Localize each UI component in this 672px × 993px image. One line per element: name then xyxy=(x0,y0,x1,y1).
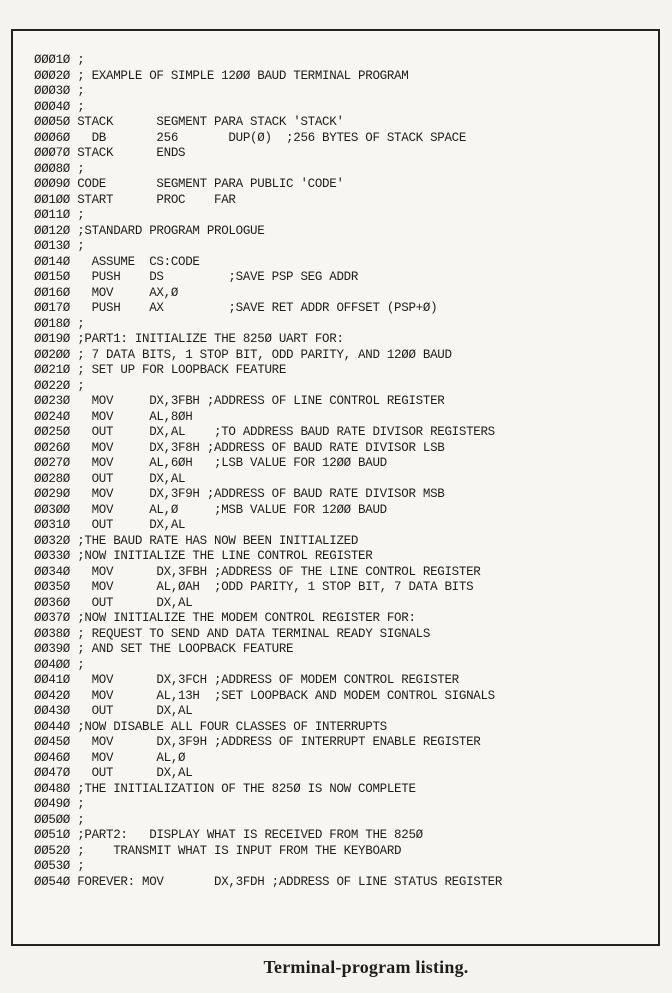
code-line: ØØ51Ø ;PART2: DISPLAY WHAT IS RECEIVED FROM THE 825Ø xyxy=(34,828,423,842)
code-line: ØØ26Ø MOV DX,3F8H ;ADDRESS OF BAUD RATE DIVISOR LSB xyxy=(34,440,445,455)
code-line: ØØ52Ø ; TRANSMIT WHAT IS INPUT FROM THE KEYBOARD xyxy=(34,843,402,858)
code-line: ØØ33Ø ;NOW INITIALIZE THE LINE CONTROL REGISTER xyxy=(34,549,373,563)
code-line: ØØ53Ø ; xyxy=(34,859,85,873)
code-line: ØØ18Ø ; xyxy=(34,316,85,331)
code-line: ØØØ8Ø ; xyxy=(34,161,85,176)
figure-caption: Terminal-program listing. xyxy=(263,957,469,977)
code-line: ØØ34Ø MOV DX,3FBH ;ADDRESS OF THE LINE CONTROL REGISTER xyxy=(34,564,481,579)
code-line: ØØ45Ø MOV DX,3F9H ;ADDRESS OF INTERRUPT ENABLE REGISTER xyxy=(34,735,481,749)
code-line: ØØ38Ø ; REQUEST TO SEND AND DATA TERMINAL READY SIGNALS xyxy=(34,626,431,641)
code-listing xyxy=(34,53,502,890)
code-line: ØØ13Ø ; xyxy=(34,239,85,253)
code-line: ØØ24Ø MOV AL,8ØH xyxy=(34,409,193,424)
code-line: ØØ48Ø ;THE INITIALIZATION OF THE 825Ø IS NOW COMPLETE xyxy=(34,781,416,796)
code-line: ØØ39Ø ; AND SET THE LOOPBACK FEATURE xyxy=(34,642,294,656)
code-line: ØØØ7Ø STACK ENDS xyxy=(34,146,186,160)
code-line: ØØ32Ø ;THE BAUD RATE HAS NOW BEEN INITIALIZED xyxy=(34,533,359,548)
code-line: ØØØ1Ø ; xyxy=(34,53,85,67)
listing-frame xyxy=(11,29,660,946)
code-line: ØØ29Ø MOV DX,3F9H ;ADDRESS OF BAUD RATE DIVISOR MSB xyxy=(34,487,445,501)
code-line: ØØ37Ø ;NOW INITIALIZE THE MODEM CONTROL REGISTER FOR: xyxy=(34,611,416,625)
code-line: ØØ42Ø MOV AL,13H ;SET LOOPBACK AND MODEM CONTROL SIGNALS xyxy=(34,688,495,703)
code-line: ØØ43Ø OUT DX,AL xyxy=(34,704,193,718)
code-line: ØØØ2Ø ; EXAMPLE OF SIMPLE 12ØØ BAUD TERMINAL PROGRAM xyxy=(34,68,409,83)
code-line: ØØ17Ø PUSH AX ;SAVE RET ADDR OFFSET (PSP+Ø) xyxy=(34,301,438,315)
code-line: ØØ23Ø MOV DX,3FBH ;ADDRESS OF LINE CONTROL REGISTER xyxy=(34,394,445,408)
code-line: ØØ19Ø ;PART1: INITIALIZE THE 825Ø UART FOR: xyxy=(34,332,344,346)
code-line: ØØ49Ø ; xyxy=(34,797,85,811)
code-line: ØØØ3Ø ; xyxy=(34,84,85,98)
code-line: ØØ16Ø MOV AX,Ø xyxy=(34,285,179,300)
code-line: ØØØ5Ø STACK SEGMENT PARA STACK 'STACK' xyxy=(34,115,344,129)
code-line: ØØ1ØØ START PROC FAR xyxy=(34,192,236,207)
code-line: ØØ12Ø ;STANDARD PROGRAM PROLOGUE xyxy=(34,223,265,238)
code-line: ØØ54Ø FOREVER: MOV DX,3FDH ;ADDRESS OF LINE STATUS REGISTER xyxy=(34,874,503,889)
code-line: ØØ14Ø ASSUME CS:CODE xyxy=(34,254,200,269)
code-line: ØØ4ØØ ; xyxy=(34,657,85,672)
code-line: ØØ11Ø ; xyxy=(34,208,85,222)
code-line: ØØ35Ø MOV AL,ØAH ;ODD PARITY, 1 STOP BIT, 7 DATA BITS xyxy=(34,580,474,594)
code-line: ØØ44Ø ;NOW DISABLE ALL FOUR CLASSES OF INTERRUPTS xyxy=(34,719,387,734)
code-line: ØØ41Ø MOV DX,3FCH ;ADDRESS OF MODEM CONTROL REGISTER xyxy=(34,673,459,687)
code-line: ØØ15Ø PUSH DS ;SAVE PSP SEG ADDR xyxy=(34,270,359,284)
code-line: ØØ28Ø OUT DX,AL xyxy=(34,471,186,486)
code-line: ØØØ6Ø DB 256 DUP(Ø) ;256 BYTES OF STACK SPACE xyxy=(34,130,467,145)
code-line: ØØ22Ø ; xyxy=(34,378,85,393)
code-line: ØØ31Ø OUT DX,AL xyxy=(34,518,186,532)
code-line: ØØ46Ø MOV AL,Ø xyxy=(34,750,186,765)
code-line: ØØØ4Ø ; xyxy=(34,99,85,114)
code-line: ØØ3ØØ MOV AL,Ø ;MSB VALUE FOR 12ØØ BAUD xyxy=(34,502,387,517)
code-line: ØØ27Ø MOV AL,6ØH ;LSB VALUE FOR 12ØØ BAUD xyxy=(34,456,387,470)
code-line: ØØ36Ø OUT DX,AL xyxy=(34,595,193,610)
code-line: ØØ21Ø ; SET UP FOR LOOPBACK FEATURE xyxy=(34,363,287,377)
code-line: ØØ47Ø OUT DX,AL xyxy=(34,766,193,780)
code-line: ØØ5ØØ ; xyxy=(34,812,85,827)
code-line: ØØ25Ø OUT DX,AL ;TO ADDRESS BAUD RATE DIVISOR REGISTERS xyxy=(34,425,495,439)
code-line: ØØØ9Ø CODE SEGMENT PARA PUBLIC 'CODE' xyxy=(34,177,344,191)
code-line: ØØ2ØØ ; 7 DATA BITS, 1 STOP BIT, ODD PARITY, AND 12ØØ BAUD xyxy=(34,347,452,362)
